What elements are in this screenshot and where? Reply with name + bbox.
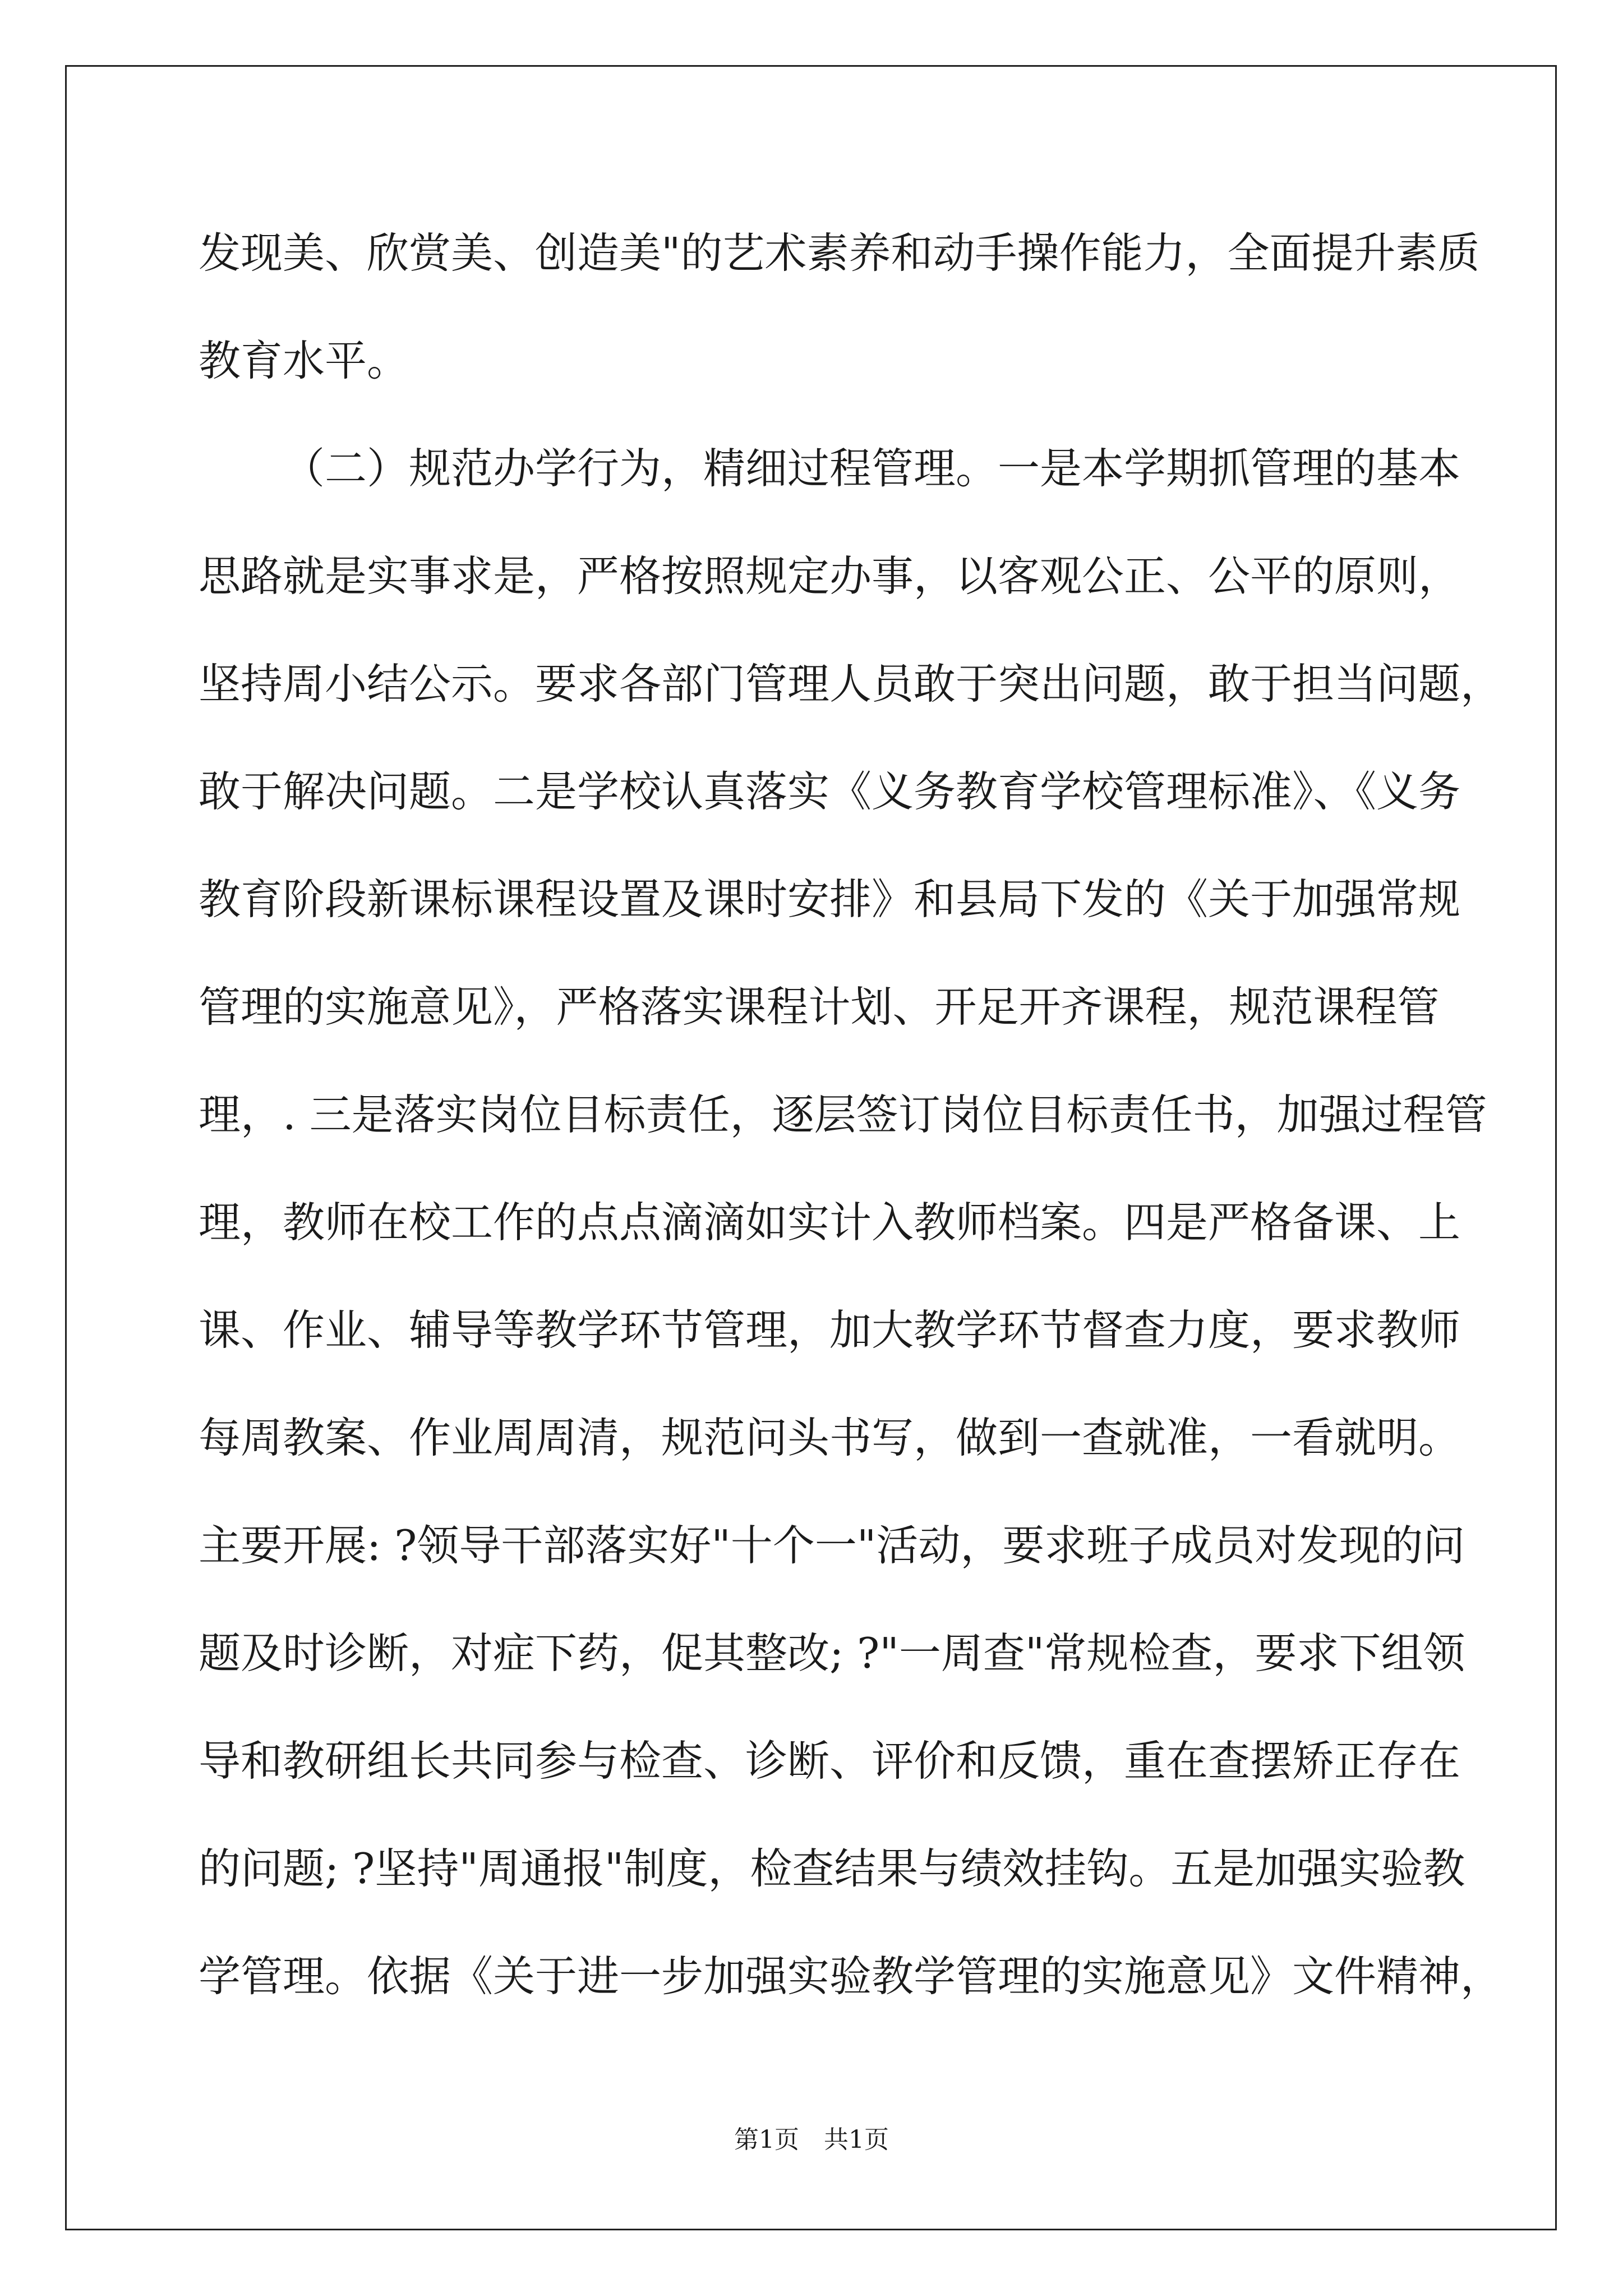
paragraph-2-line-7: 理，. 三是落实岗位目标责任，逐层签订岗位目标责任书，加强过程管 xyxy=(199,1090,1487,1139)
paragraph-2-line-14: 的问题; ?坚持"周通报"制度，检查结果与绩效挂钩。五是加强实验教 xyxy=(199,1844,1465,1893)
paragraph-2-line-4: 敢于解决问题。二是学校认真落实《义务教育学校管理标准》、《义务 xyxy=(199,767,1461,816)
paragraph-2-line-2: 思路就是实事求是，严格按照规定办事，以客观公正、公平的原则， xyxy=(199,551,1461,601)
paragraph-2-line-8: 理，教师在校工作的点点滴滴如实计入教师档案。四是严格备课、上 xyxy=(199,1198,1461,1247)
paragraph-1-line-1: 发现美、欣赏美、创造美"的艺术素养和动手操作能力，全面提升素质 xyxy=(199,228,1480,278)
paragraph-2-line-3: 坚持周小结公示。要求各部门管理人员敢于突出问题，敢于担当问题， xyxy=(199,659,1503,708)
paragraph-2-line-15: 学管理。依据《关于进一步加强实验教学管理的实施意见》文件精神， xyxy=(199,1952,1503,2001)
paragraph-2-line-1: （二）规范办学行为，精细过程管理。一是本学期抓管理的基本 xyxy=(283,444,1461,493)
paragraph-2-line-10: 每周教案、作业周周清，规范问头书写，做到一查就准，一看就明。 xyxy=(199,1413,1461,1462)
paragraph-2-line-6: 管理的实施意见》，严格落实课程计划、开足开齐课程，规范课程管 xyxy=(199,982,1440,1032)
paragraph-2-line-12: 题及时诊断，对症下药，促其整改; ?"一周查"常规检查，要求下组领 xyxy=(199,1628,1465,1678)
page-footer: 第1页 共1页 xyxy=(734,2125,889,2154)
paragraph-2-line-11: 主要开展: ?领导干部落实好"十个一"活动，要求班子成员对发现的问 xyxy=(199,1521,1465,1570)
paragraph-2-line-5: 教育阶段新课标课程设置及课时安排》和县局下发的《关于加强常规 xyxy=(199,875,1461,924)
paragraph-1-line-2: 教育水平。 xyxy=(199,336,409,385)
paragraph-2-line-13: 导和教研组长共同参与检查、诊断、评价和反馈，重在查摆矫正存在 xyxy=(199,1736,1461,1786)
paragraph-2-line-9: 课、作业、辅导等教学环节管理，加大教学环节督查力度，要求教师 xyxy=(199,1305,1461,1355)
document-body xyxy=(199,199,1503,2030)
